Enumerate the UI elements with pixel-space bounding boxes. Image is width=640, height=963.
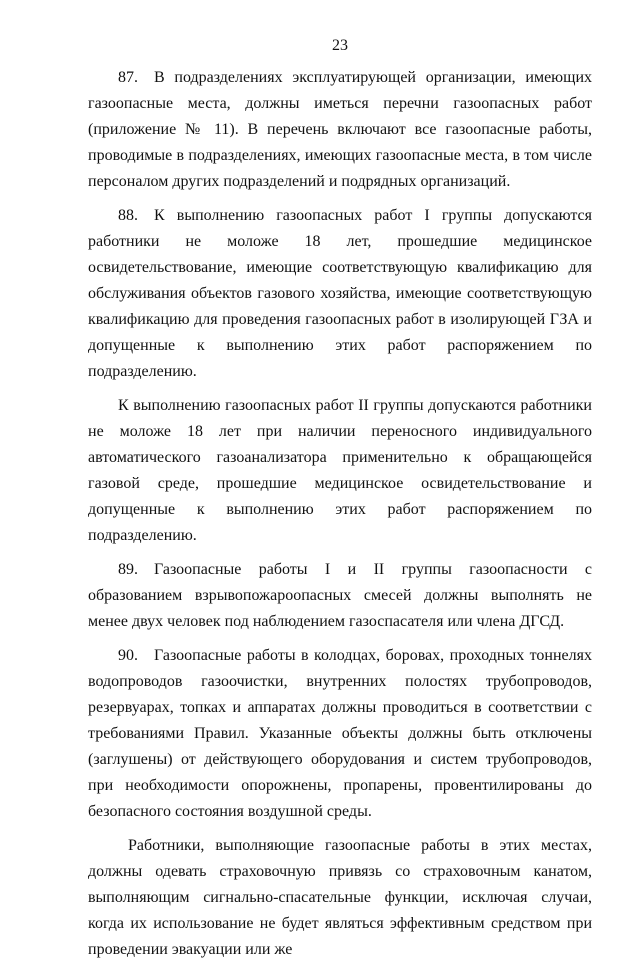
paragraph-88: 88. К выполнению газоопасных работ I группы допускаются работники не моложе 18 лет, прошедшие медицинское освидетельствование, имеющие соответствующую квалификацию для обслуживания объектов газового хозяйства, имеющие соответствующую квалификацию для проведения газоопасных работ в изолирующей ГЗА и допущенные к выполнению этих работ распоряжением по подразделению. <box>88 207 592 380</box>
page-number: 23 <box>332 37 348 54</box>
paragraph-90: 90. Газоопасные работы в колодцах, боровах, проходных тоннелях водопроводов газоочистки, внутренних полостях трубопроводов, резервуарах, топках и аппаратах должны проводиться в соответствии с требованиями Правил. Указанные объекты должны быть отключены (заглушены) от действующего оборудования и систем трубопроводов, при необходимости опорожнены, пропарены, провентилированы до безопасного состояния воздушной среды. <box>88 647 592 820</box>
paragraph-89: 89. Газоопасные работы I и II группы газоопасности с образованием взрывопожароопасных смесей должны выполнять не менее двух человек под наблюдением газоспасателя или члена ДГСД. <box>88 561 592 630</box>
paragraph-88-group-2: К выполнению газоопасных работ II группы допускаются работники не моложе 18 лет при наличии переносного индивидуального автоматического газоанализатора применительно к обращающейся газовой среде, прошедшие медицинское освидетельствование и допущенные к выполнению этих работ распоряжением по подразделению. <box>88 397 592 544</box>
paragraph-90-workers: Работники, выполняющие газоопасные работы в этих местах, должны одевать страховочную привязь со страховочным канатом, выполняющим сигнально-спасательные функции, исключая случаи, когда их использование не будет являться эффективным средством при проведении эвакуации или же <box>88 837 592 958</box>
document-page <box>88 36 592 963</box>
paragraph-87: 87. В подразделениях эксплуатирующей организации, имеющих газоопасные места, должны иметься перечни газоопасных работ (приложение № 11). В перечень включают все газоопасные работы, проводимые в подразделениях, имеющих газоопасные места, в том числе персоналом других подразделений и подрядных организаций. <box>88 69 592 190</box>
